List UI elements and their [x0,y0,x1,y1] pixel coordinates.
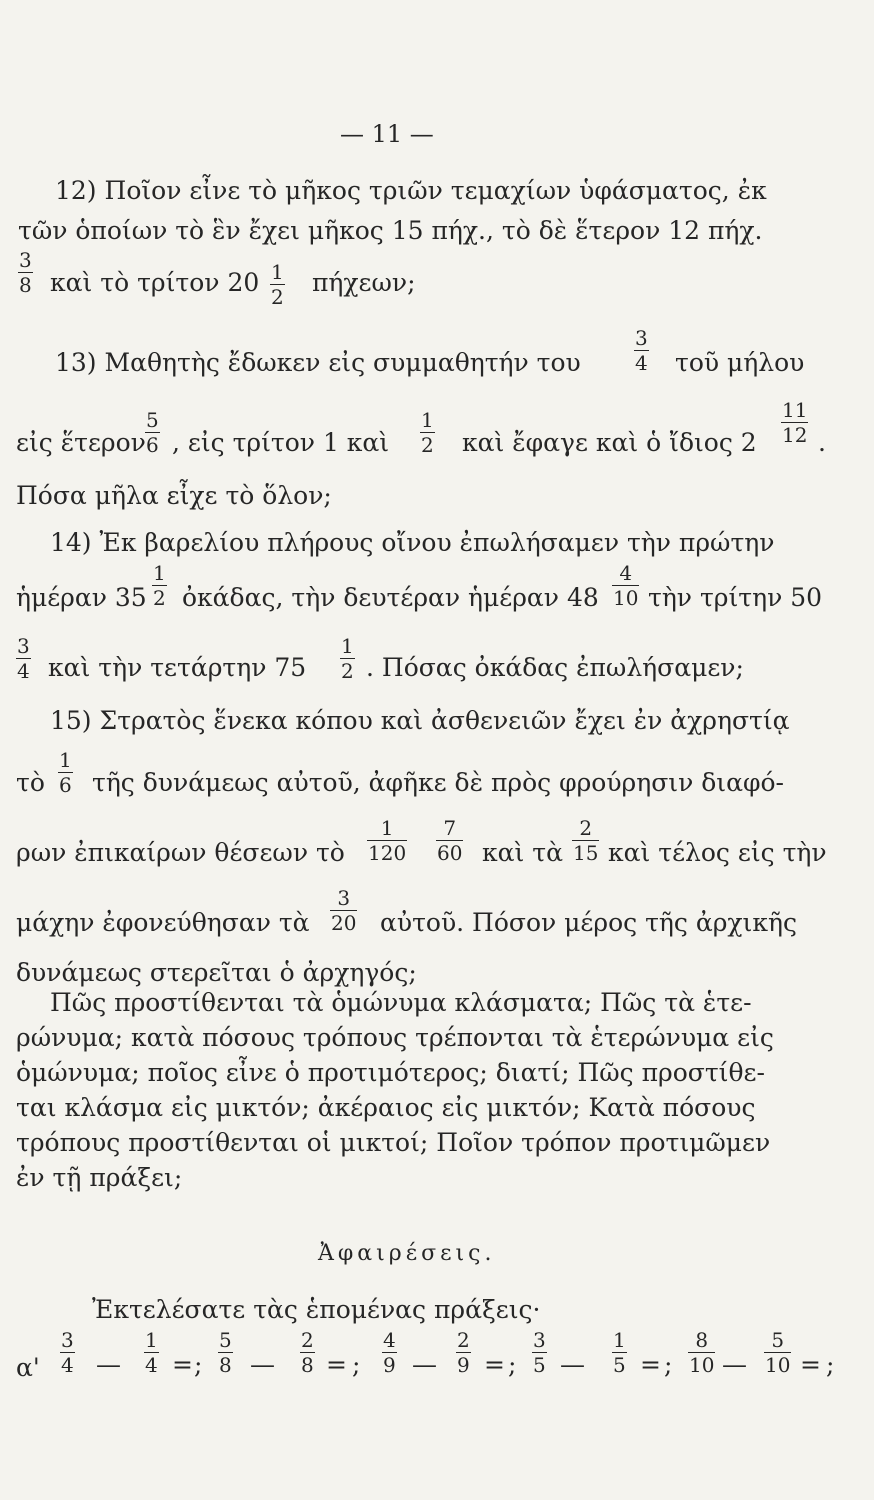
fraction [218,1330,233,1375]
problem-14-text: καὶ τὴν τετάρτην 75 [48,653,307,682]
separator: ; [194,1350,203,1379]
denominator: 4 [17,659,30,683]
fraction [145,410,160,455]
denominator: 10 [689,1353,715,1377]
numerator: 1 [145,1328,158,1352]
page-number: — 11 — [340,120,434,148]
problem-13-line-3: Πόσα μῆλα εἶχε τὸ ὅλον; [16,481,332,510]
denominator: 20 [331,911,357,935]
denominator: 2 [341,659,354,683]
numerator: 5 [219,1328,232,1352]
fraction [367,818,407,863]
equals-sign: = [800,1350,821,1379]
denominator: 6 [59,773,72,797]
equals-sign: = [172,1350,193,1379]
question-line: ται κλάσμα εἰς μικτόν; ἀκέραιος εἰς μικτόν; Κατὰ πόσους [16,1093,756,1122]
denominator: 120 [368,841,407,865]
problem-15-text: καὶ τὰ [482,838,563,867]
denominator: 9 [383,1353,396,1377]
minus-sign: — [560,1350,585,1379]
denominator: 10 [765,1353,791,1377]
separator: ; [826,1350,835,1379]
fraction [781,400,808,445]
minus-sign: — [250,1350,275,1379]
problem-12-text: πήχεων; [312,268,416,297]
fraction [456,1330,471,1375]
fraction [16,636,31,681]
question-line: ρώνυμα; κατὰ πόσους τρόπους τρέπονται τὰ ἑτερώνυμα εἰς [16,1023,774,1052]
numerator: 3 [635,326,648,350]
problem-14-text: . Πόσας ὀκάδας ἐπωλήσαμεν; [366,653,744,682]
numerator: 3 [337,886,351,910]
separator: ; [508,1350,517,1379]
denominator: 8 [301,1353,314,1377]
problem-15-text: ρων ἐπικαίρων θέσεων τὸ [16,838,345,867]
fraction [612,1330,627,1375]
question-line: Πῶς προστίθενται τὰ ὁμώνυμα κλάσματα; Πῶς τὰ ἑτε- [50,988,752,1017]
denominator: 9 [457,1353,470,1377]
denominator: 2 [153,586,166,610]
numerator: 2 [457,1328,470,1352]
denominator: 4 [635,351,648,375]
problem-12-line-1: 12) Ποῖον εἶνε τὸ μῆκος τριῶν τεμαχίων ὑφάσματος, ἐκ [55,176,767,205]
fraction [152,563,167,608]
fraction [532,1330,547,1375]
instruction: Ἐκτελέσατε τὰς ἑπομένας πράξεις· [92,1295,541,1324]
problem-13-text: καὶ ἔφαγε καὶ ὁ ἴδιος 2 [462,428,757,457]
question-line: τρόπους προστίθενται οἱ μικτοί; Ποῖον τρόπον προτιμῶμεν [16,1128,771,1157]
problem-12-line-2: τῶν ὁποίων τὸ ἓν ἔχει μῆκος 15 πήχ., τὸ δὲ ἕτερον 12 πήχ. [18,216,763,245]
numerator: 3 [533,1328,546,1352]
fraction [612,563,639,608]
numerator: 5 [146,408,159,432]
numerator: 3 [19,248,32,272]
question-line: ὁμώνυμα; ποῖος εἶνε ὁ προτιμότερος; διατί; Πῶς προστίθε- [16,1058,765,1087]
denominator: 15 [573,841,599,865]
fraction [340,636,355,681]
problem-13-text: . [818,428,826,457]
denominator: 5 [613,1353,626,1377]
problem-14-text: ἡμέραν 35 [16,583,147,612]
section-title: Ἀφαιρέσεις. [318,1241,496,1266]
denominator: 8 [219,1353,232,1377]
numerator: 11 [782,398,808,422]
minus-sign: — [96,1350,121,1379]
problem-15-line-last: δυνάμεως στερεῖται ὁ ἀρχηγός; [16,958,417,987]
numerator: 1 [380,816,394,840]
numerator: 3 [61,1328,74,1352]
separator: ; [352,1350,361,1379]
equals-sign: = [640,1350,661,1379]
fraction [436,818,463,863]
minus-sign: — [722,1350,747,1379]
numerator: 1 [59,748,72,772]
problem-13-text: τοῦ μήλου [675,348,805,377]
problem-13-line-1: 13) Μαθητὴς ἔδωκεν εἰς συμμαθητήν του [55,348,581,377]
problem-15-text: τὸ [16,768,45,797]
minus-sign: — [412,1350,437,1379]
fraction [300,1330,315,1375]
problem-15-text: μάχην ἐφονεύθησαν τὰ [16,908,310,937]
denominator: 8 [19,273,32,297]
equals-sign: = [326,1350,347,1379]
denominator: 5 [533,1353,546,1377]
denominator: 2 [271,285,284,309]
numerator: 7 [443,816,457,840]
denominator: 4 [145,1353,158,1377]
separator: ; [664,1350,673,1379]
numerator: 1 [421,408,434,432]
problem-13-text: , εἰς τρίτον 1 καὶ [172,428,390,457]
numerator: 4 [619,561,633,585]
denominator: 60 [437,841,463,865]
numerator: 5 [771,1328,785,1352]
denominator: 6 [146,433,159,457]
problem-15-text: καὶ τέλος εἰς τὴν [608,838,827,867]
problem-15-text: τῆς δυνάμεως αὐτοῦ, ἀφῆκε δὲ πρὸς φρούρησιν διαφό- [92,768,784,797]
problem-15-text: αὐτοῦ. Πόσον μέρος τῆς ἀρχικῆς [380,908,797,937]
denominator: 2 [421,433,434,457]
fraction [420,410,435,455]
fraction [58,750,73,795]
denominator: 10 [613,586,639,610]
fraction [634,328,649,373]
numerator: 2 [579,816,593,840]
fraction [382,1330,397,1375]
exercise-label: α' [16,1353,40,1382]
denominator: 12 [782,423,808,447]
numerator: 2 [301,1328,314,1352]
problem-14-line-1: 14) Ἐκ βαρελίου πλήρους οἴνου ἐπωλήσαμεν τὴν πρώτην [50,528,775,557]
numerator: 8 [695,1328,709,1352]
numerator: 1 [613,1328,626,1352]
problem-12-text: καὶ τὸ τρίτον 20 [50,268,260,297]
fraction [60,1330,75,1375]
fraction [270,262,285,307]
numerator: 1 [341,634,354,658]
equals-sign: = [484,1350,505,1379]
numerator: 1 [153,561,166,585]
numerator: 3 [17,634,30,658]
fraction [688,1330,715,1375]
fraction [764,1330,791,1375]
problem-14-text: ὀκάδας, τὴν δευτέραν ἡμέραν 48 [182,583,599,612]
question-line: ἐν τῇ πράξει; [16,1163,183,1192]
problem-13-text: εἰς ἕτερον [16,428,146,457]
problem-15-line-1: 15) Στρατὸς ἕνεκα κόπου καὶ ἀσθενειῶν ἔχει ἐν ἀχρηστίᾳ [50,706,790,735]
fraction [18,250,33,295]
numerator: 4 [383,1328,396,1352]
fraction [330,888,357,933]
problem-14-text: τὴν τρίτην 50 [648,583,823,612]
fraction [572,818,599,863]
numerator: 1 [271,260,284,284]
denominator: 4 [61,1353,74,1377]
fraction [144,1330,159,1375]
